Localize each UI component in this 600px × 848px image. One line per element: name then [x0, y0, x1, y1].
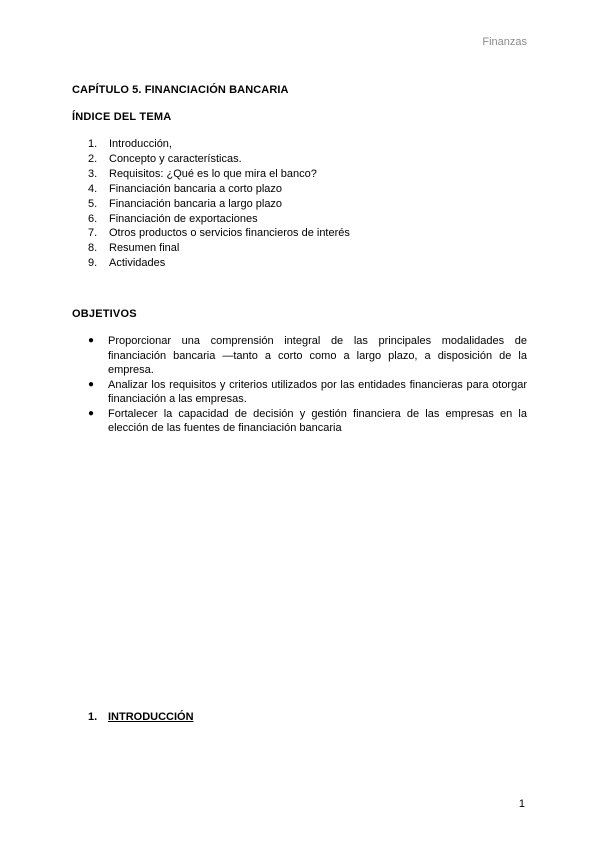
objective-item: [88, 378, 527, 407]
index-item-label: Actividades: [109, 257, 166, 270]
index-item-label: Requisitos: ¿Qué es lo que mira el banco?: [109, 167, 317, 180]
introduction-label: INTRODUCCIÓN: [108, 711, 194, 723]
index-item-number: 5.: [88, 197, 98, 210]
running-header: Finanzas: [482, 36, 527, 48]
objectives-list: [88, 334, 527, 436]
objective-item: [88, 407, 527, 436]
objectives-heading: OBJETIVOS: [72, 308, 137, 320]
objective-item: [88, 334, 527, 378]
index-heading: ÍNDICE DEL TEMA: [72, 111, 172, 123]
objective-text: Proporcionar una comprensión integral de las principales modalidades de financiación bancaria —tanto a corto como a largo plazo, a disposición de la empresa.: [108, 335, 527, 376]
index-item-label: Concepto y características.: [109, 152, 242, 165]
objective-text: Fortalecer la capacidad de decisión y gestión financiera de las empresas en la elección de las fuentes de financiación bancaria: [108, 407, 527, 434]
index-item: [88, 197, 350, 212]
introduction-number: 1.: [88, 711, 98, 723]
index-item-number: 6.: [88, 212, 98, 225]
index-item: [88, 152, 350, 167]
index-item-number: 4.: [88, 182, 98, 195]
index-item-number: 2.: [88, 152, 98, 165]
introduction-heading: [88, 711, 194, 723]
index-item: [88, 212, 350, 227]
index-item-label: Otros productos o servicios financieros de interés: [109, 227, 350, 240]
index-item-number: 7.: [88, 227, 98, 240]
index-item-label: Financiación bancaria a largo plazo: [109, 197, 283, 210]
index-item-number: 8.: [88, 242, 98, 255]
index-item: [88, 256, 350, 271]
index-item: [88, 137, 350, 152]
index-item: [88, 241, 350, 256]
index-item-number: 3.: [88, 167, 98, 180]
index-item-label: Resumen final: [109, 242, 180, 255]
index-item-number: 1.: [88, 138, 98, 150]
page-number: 1: [518, 798, 525, 810]
bullet-icon: ●: [88, 378, 95, 390]
index-item: [88, 167, 350, 182]
bullet-icon: ●: [88, 335, 95, 346]
index-list: [88, 137, 350, 271]
index-item-label: Financiación de exportaciones: [109, 212, 258, 225]
chapter-title: CAPÍTULO 5. FINANCIACIÓN BANCARIA: [72, 84, 289, 96]
objective-text: Analizar los requisitos y criterios utilizados por las entidades financieras para otorgar financiación a las empresas.: [108, 378, 527, 405]
index-item-label: Introducción,: [109, 138, 172, 150]
index-item: [88, 226, 350, 241]
index-item: [88, 182, 350, 197]
bullet-icon: ●: [88, 407, 95, 419]
index-item-number: 9.: [88, 257, 98, 270]
index-item-label: Financiación bancaria a corto plazo: [109, 182, 283, 195]
